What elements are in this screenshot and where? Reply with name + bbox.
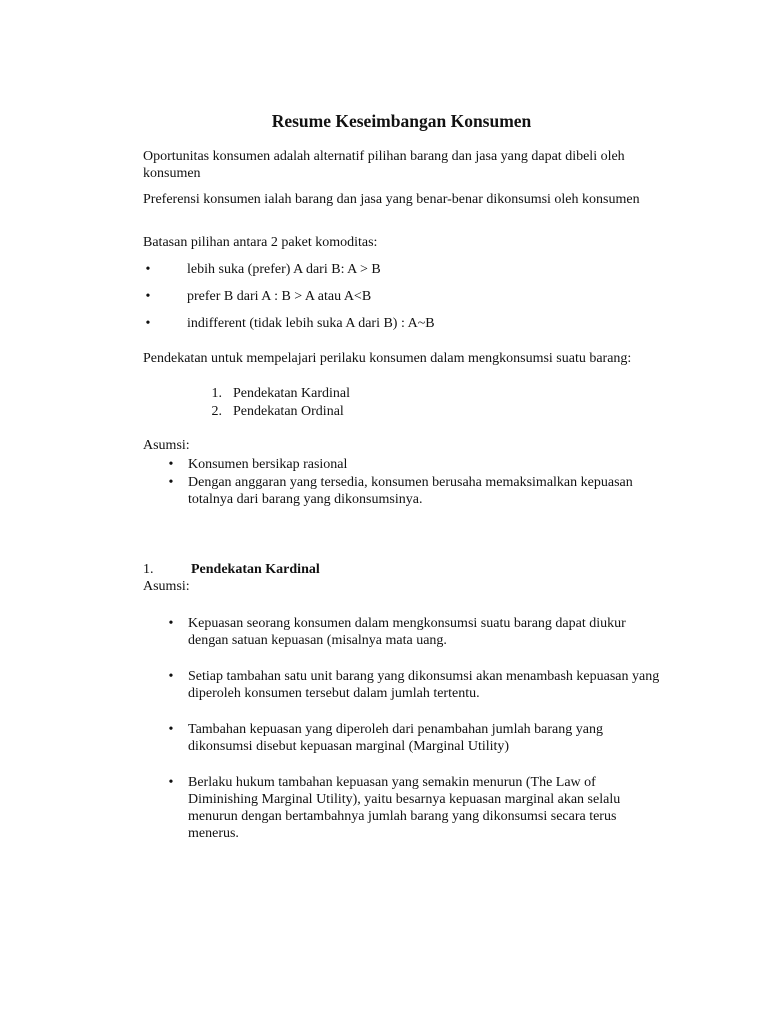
- list-item-text: Kepuasan seorang konsumen dalam mengkonsumsi suatu barang dapat diukur dengan satuan kepuasan (misalnya mata uang.: [188, 616, 626, 648]
- bullet-icon: •: [168, 722, 174, 737]
- list-item-text: lebih suka (prefer) A dari B: A > B: [187, 262, 381, 277]
- list-item-text: Tambahan kepuasan yang diperoleh dari penambahan jumlah barang yang dikonsumsi disebut kepuasan marginal (Marginal Utility): [188, 722, 603, 754]
- list-item-text: indifferent (tidak lebih suka A dari B) : A~B: [187, 316, 435, 331]
- list-item-text: Konsumen bersikap rasional: [188, 457, 348, 472]
- list-number: 1.: [211, 386, 222, 401]
- list-number: 2.: [211, 404, 222, 419]
- page-title: Resume Keseimbangan Konsumen: [271, 111, 532, 131]
- bullet-icon: •: [168, 457, 174, 472]
- list-item-text: Pendekatan Kardinal: [233, 386, 351, 401]
- list-item-text: Berlaku hukum tambahan kepuasan yang semakin menurun (The Law of Diminishing Marginal Utility), yaitu besarnya kepuasan marginal akan selalu menurun dengan bertambahnya jumlah barang yang dikonsumsi secara terus menerus.: [188, 775, 621, 841]
- list-item-text: Setiap tambahan satu unit barang yang dikonsumsi akan menambash kepuasan yang diperoleh konsumen tersebut dalam jumlah tertentu.: [188, 669, 660, 701]
- section-title: Pendekatan Kardinal: [191, 562, 320, 577]
- paragraph-pendekatan: Pendekatan untuk mempelajari perilaku konsumen dalam mengkonsumsi suatu barang:: [143, 351, 632, 366]
- bullet-icon: •: [145, 262, 151, 277]
- paragraph-batasan: Batasan pilihan antara 2 paket komoditas:: [143, 235, 378, 250]
- list-item-text: Pendekatan Ordinal: [233, 404, 344, 419]
- bullet-icon: •: [145, 316, 151, 331]
- bullet-icon: •: [168, 775, 174, 790]
- bullet-icon: •: [145, 289, 151, 304]
- paragraph-preferensi: Preferensi konsumen ialah barang dan jasa yang benar-benar dikonsumsi oleh konsumen: [143, 192, 640, 207]
- bullet-icon: •: [168, 475, 174, 490]
- list-item-text: prefer B dari A : B > A atau A<B: [187, 289, 372, 304]
- list-item-text: Dengan anggaran yang tersedia, konsumen berusaha memaksimalkan kepuasan totalnya dari barang yang dikonsumsinya.: [188, 475, 633, 507]
- asumsi-label: Asumsi:: [143, 579, 190, 594]
- bullet-icon: •: [168, 669, 174, 684]
- paragraph-oportunitas: Oportunitas konsumen adalah alternatif pilihan barang dan jasa yang dapat dibeli oleh konsumen: [143, 149, 625, 181]
- section-number: 1.: [143, 562, 154, 577]
- asumsi-label: Asumsi:: [143, 438, 190, 453]
- bullet-icon: •: [168, 616, 174, 631]
